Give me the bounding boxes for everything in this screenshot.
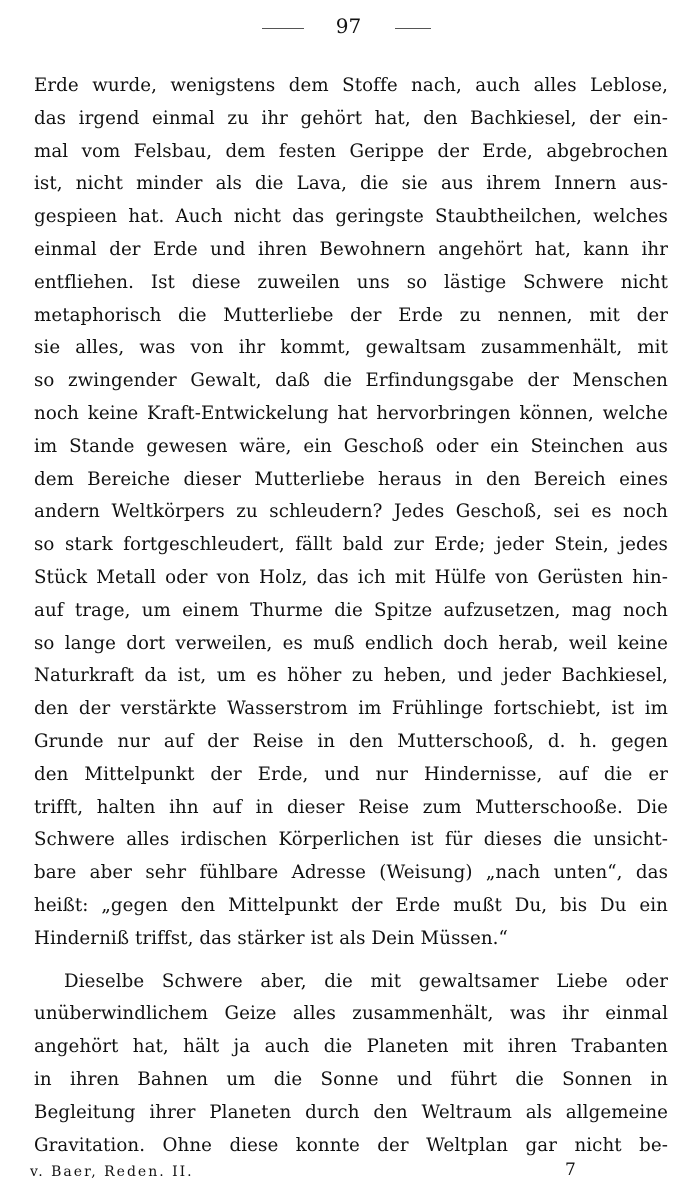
- text-line: Dieselbe Schwere aber, die mit gewaltsamer Liebe oder: [64, 970, 668, 992]
- text-line: bare aber sehr fühlbare Adresse (Weisung) „nach unten“, das: [34, 862, 668, 884]
- text-line: so stark fortgeschleudert, fällt bald zur Erde; jeder Stein, jedes: [34, 534, 668, 556]
- text-line: Hinderniß triffst, das stärker ist als Dein Müssen.“: [34, 927, 508, 949]
- text-line: den der verstärkte Wasserstrom im Frühlinge fortschiebt, ist im: [34, 698, 668, 720]
- text-line: Schwere alles irdischen Körperlichen ist für dieses die unsicht-: [34, 829, 668, 851]
- text-line: Naturkraft da ist, um es höher zu heben, und jeder Bachkiesel,: [34, 665, 668, 687]
- signature-line: v. Baer, Reden. II.: [30, 1164, 194, 1180]
- text-line: Begleitung ihrer Planeten durch den Weltraum als allgemeine: [34, 1101, 668, 1123]
- text-line: auf trage, um einem Thurme die Spitze aufzusetzen, mag noch: [34, 599, 668, 621]
- text-line: gespieen hat. Auch nicht das geringste Staubtheilchen, welches: [34, 206, 668, 228]
- text-line: Stück Metall oder von Holz, das ich mit Hülfe von Gerüsten hin-: [34, 566, 668, 588]
- text-line: trifft, halten ihn auf in dieser Reise zum Mutterschooße. Die: [34, 796, 668, 818]
- text-line: noch keine Kraft-Entwickelung hat hervorbringen können, welche: [34, 402, 668, 424]
- text-line: angehört hat, hält ja auch die Planeten mit ihren Trabanten: [34, 1036, 668, 1058]
- text-line: so lange dort verweilen, es muß endlich doch herab, weil keine: [34, 632, 668, 654]
- text-line: metaphorisch die Mutterliebe der Erde zu nennen, mit der: [34, 304, 668, 326]
- text-line: dem Bereiche dieser Mutterliebe heraus in den Bereich eines: [34, 468, 668, 490]
- text-line: ist, nicht minder als die Lava, die sie aus ihrem Innern aus-: [34, 173, 668, 195]
- text-line: entfliehen. Ist diese zuweilen uns so lästige Schwere nicht: [34, 271, 668, 293]
- paragraph-2: [34, 966, 668, 1163]
- text-line: andern Weltkörpers zu schleudern? Jedes Geschoß, sei es noch: [34, 501, 668, 523]
- text-line: sie alles, was von ihr kommt, gewaltsam zusammenhält, mit: [34, 337, 668, 359]
- text-line: unüberwindlichem Geize alles zusammenhält, was ihr einmal: [34, 1003, 668, 1025]
- text-line: im Stande gewesen wäre, ein Geschoß oder ein Steinchen aus: [34, 435, 668, 457]
- signature-mark: 7: [565, 1160, 576, 1180]
- page-number: 97: [335, 14, 362, 38]
- text-line: mal vom Felsbau, dem festen Gerippe der Erde, abgebrochen: [34, 140, 668, 162]
- text-line: einmal der Erde und ihren Bewohnern angehört hat, kann ihr: [34, 238, 668, 260]
- text-line: Gravitation. Ohne diese konnte der Weltplan gar nicht be-: [34, 1134, 668, 1156]
- header-rule-right: [395, 28, 431, 29]
- text-line: Erde wurde, wenigstens dem Stoffe nach, auch alles Leblose,: [34, 75, 668, 96]
- text-line: in ihren Bahnen um die Sonne und führt die Sonnen in: [34, 1068, 668, 1090]
- text-line: heißt: „gegen den Mittelpunkt der Erde mußt Du, bis Du ein: [34, 894, 668, 916]
- text-line: das irgend einmal zu ihr gehört hat, den Bachkiesel, der ein-: [34, 107, 668, 129]
- text-line: Grunde nur auf der Reise in den Mutterschooß, d. h. gegen: [34, 730, 668, 752]
- paragraph-gap: [34, 956, 668, 966]
- text-line: den Mittelpunkt der Erde, und nur Hindernisse, auf die er: [34, 763, 668, 785]
- body-text: [34, 70, 668, 1162]
- text-line: so zwingender Gewalt, daß die Erfindungsgabe der Menschen: [34, 370, 668, 392]
- paragraph-1: [34, 70, 668, 956]
